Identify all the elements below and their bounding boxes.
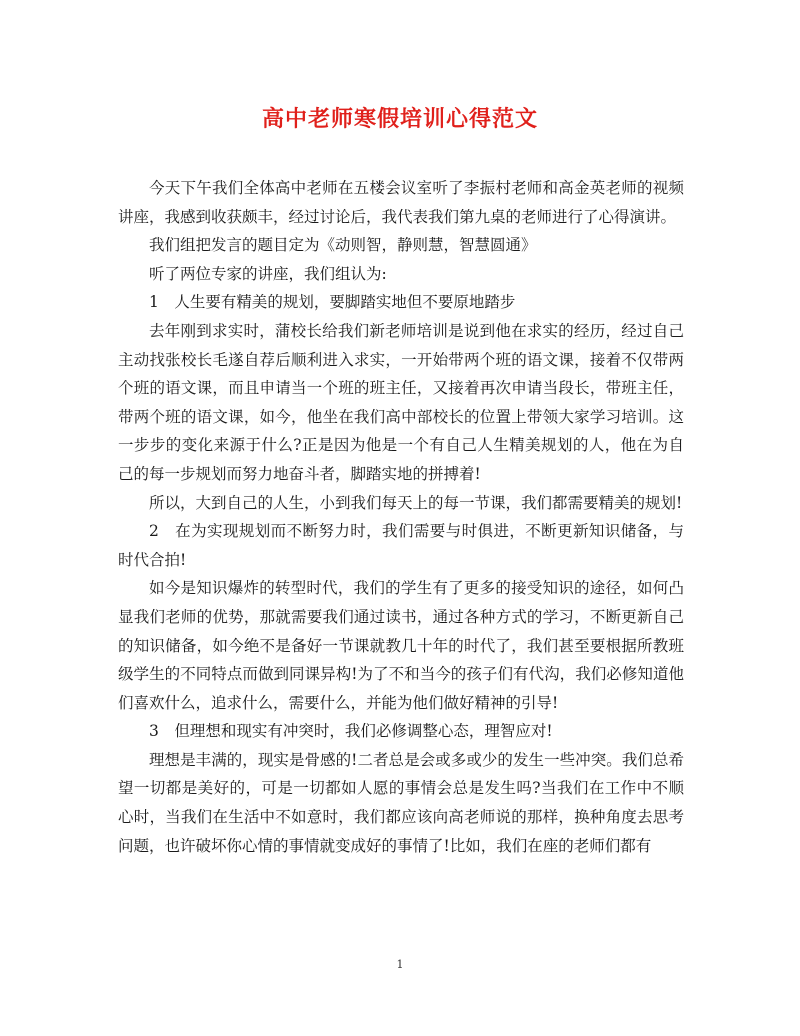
section-heading-3: 3 但理想和现实有冲突时，我们必修调整心态，理智应对! (149, 722, 553, 741)
paragraph: 所以，大到自己的人生，小到我们每天上的每一节课，我们都需要精美的规划! (149, 493, 683, 512)
document-body (118, 174, 684, 860)
section-heading-1: 1 人生要有精美的规划，要脚踏实地但不要原地踏步 (149, 293, 516, 312)
section-heading-2: 2 在为实现规划而不断努力时，我们需要与时俱进，不断更新知识储备，与时代合拍! (118, 522, 684, 569)
paragraph: 听了两位专家的讲座，我们组认为: (149, 264, 387, 283)
document-title: 高中老师寒假培训心得范文 (261, 106, 538, 132)
paragraph: 去年刚到求实时，蒲校长给我们新老师培训是说到他在求实的经历，经过自己主动找张校长毛遂自荐后顺利进入求实，一开始带两个班的语文课，接着不仅带两个班的语文课，而且申请当一个班的班主任，又接着再次申请当段长，带班主任，带两个班的语文课，如今，他坐在我们高中部校长的位置上带领大家学习培训。这一步步的变化来源于什么?正是因为他是一个有自己人生精美规划的人，他在为自己的每一步规划而努力地奋斗者，脚踏实地的拼搏着! (118, 321, 684, 483)
paragraph: 理想是丰满的，现实是骨感的!二者总是会或多或少的发生一些冲突。我们总希望一切都是美好的，可是一切都如人愿的事情会总是发生吗?当我们在工作中不顺心时，当我们在生活中不如意时，我们都应该向高老师说的那样，换种角度去思考问题，也许破坏你心情的事情就变成好的事情了!比如，我们在座的老师们都有 (118, 750, 684, 855)
paragraph: 我们组把发言的题目定为《动则智，静则慧，智慧圆通》 (149, 236, 537, 255)
page-number: 1 (396, 958, 404, 971)
paragraph: 今天下午我们全体高中老师在五楼会议室听了李振村老师和高金英老师的视频讲座，我感到收获颇丰，经过讨论后，我代表我们第九桌的老师进行了心得演讲。 (118, 179, 684, 226)
paragraph: 如今是知识爆炸的转型时代，我们的学生有了更多的接受知识的途径，如何凸显我们老师的优势，那就需要我们通过读书，通过各种方式的学习，不断更新自己的知识储备，如今绝不是备好一节课就教几十年的时代了，我们甚至要根据所教班级学生的不同特点而做到同课异构!为了不和当今的孩子们有代沟，我们必修知道他们喜欢什么，追求什么，需要什么，并能为他们做好精神的引导! (118, 579, 684, 712)
